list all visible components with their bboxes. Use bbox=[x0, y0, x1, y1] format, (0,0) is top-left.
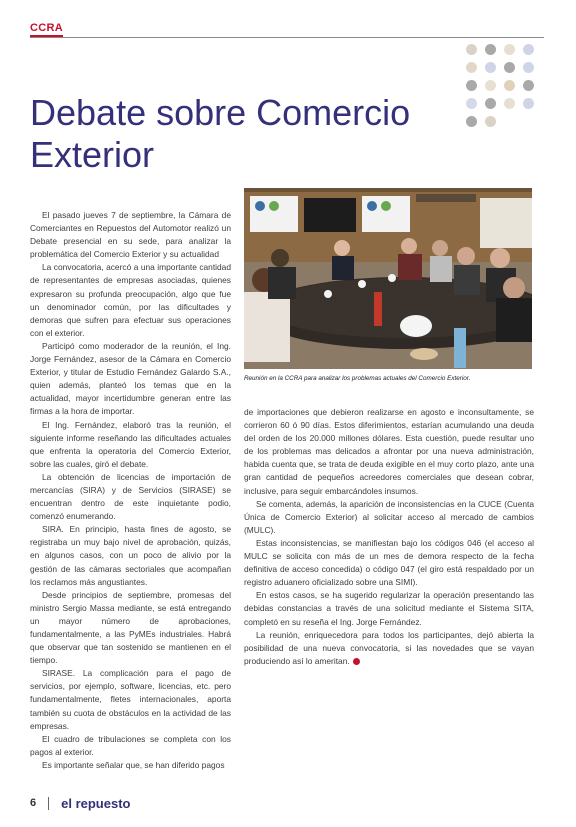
paragraph: La obtención de licencias de importación de mercancías (SIRA) y de Servicios (SIRASE) se encuentran dentro de este inquietante podio, comenzó enumerando. bbox=[30, 471, 231, 522]
paragraph: Participó como moderador de la reunión, el Ing. Jorge Fernández, asesor de la Cámara en Comercio Exterior, y titular de Estudio Fernández Galardo S.A., quien además, planteó los temas que en la actualidad, mayor incertidumbre generan entre las firmas a la hora de importar. bbox=[30, 340, 231, 417]
publication-name: el repuesto bbox=[61, 795, 131, 811]
paragraph: El cuadro de tribulaciones se completa con los pagos al exterior. bbox=[30, 733, 231, 757]
decor-dot bbox=[485, 80, 496, 91]
page-number: 6 bbox=[30, 797, 37, 809]
paragraph: El Ing. Fernández, elaboró tras la reunión, el siguiente informe reseñando las dificultades actuales que enfrenta la operatoria del Comercio Exterior, sobre las cuales, giró el debate. bbox=[30, 419, 231, 469]
decor-dot bbox=[466, 80, 477, 91]
paragraph: Desde principios de septiembre, promesas del ministro Sergio Massa mediante, se está entregando un mayor número de aprobaciones, fundamentalmente, a las PyMEs industriales. Habrá que observar que tan sostenido se mantienen en el tiempo. bbox=[30, 589, 231, 666]
meeting-photo bbox=[244, 188, 532, 369]
paragraph: SIRASE. La complicación para el pago de servicios, por ejemplo, software, licencias, etc. pero fundamentalmente, fletes internacionales, aporta también su cuota de obstáculos en la actividad de las empresas. bbox=[30, 668, 231, 731]
footer-divider bbox=[48, 797, 49, 810]
decor-dot bbox=[466, 62, 477, 73]
paragraph: Es importante señalar que, se han diferido pagos bbox=[42, 759, 225, 770]
paragraph-text: La reunión, enriquecedora para todos los participantes, dejó abierta la posibilidad de una nueva convocatoria, si las novedades que se vayan produciendo así lo ameritan. bbox=[244, 629, 534, 666]
decor-dot bbox=[523, 44, 534, 55]
section-label: CCRA bbox=[30, 22, 63, 37]
paragraph-last bbox=[244, 629, 534, 668]
article-title: Debate sobre Comercio Exterior bbox=[30, 92, 411, 175]
decor-dot bbox=[485, 62, 496, 73]
paragraph: de importaciones que debieron realizarse en agosto e inconsultamente, se corrieron 60 ó 90 días. Estos diferimientos, estarían acumulando una deuda del orden de los 20.000 millones dólares. Esta cuestión, puede resultar uno de los problemas mas delicados a afrontar por una nueva administración, habida cuenta que, se trata de deuda exigible en el muy corto plazo, ante una gran cantidad de pequeños acreedores comerciales que desean cobrar, inclusive, para seguir embarcándoles insumos. bbox=[244, 407, 534, 496]
article-column-right bbox=[244, 406, 534, 668]
meeting-photo-illustration bbox=[244, 188, 532, 369]
decorative-dots bbox=[466, 44, 546, 154]
decor-dot bbox=[466, 98, 477, 109]
decor-dot bbox=[466, 116, 477, 127]
paragraph: SIRA. En principio, hasta fines de agosto, se registraba un muy bajo nivel de aprobación, quizás, en algunos casos, con un poco de alivio por la gestión de las cámaras sectoriales que acompañan los reclamos más angustiantes. bbox=[30, 524, 231, 587]
decor-dot bbox=[485, 98, 496, 109]
paragraph: Se comenta, además, la aparición de inconsistencias en la CUCE (Cuenta Única de Comercio Exterior) al solicitar acceso al mercado de cambios (MULC). bbox=[244, 498, 534, 535]
decor-dot bbox=[485, 116, 496, 127]
paragraph: La convocatoria, acercó a una importante cantidad de representantes de empresas asociadas, quienes expresaron su profunda preocupación, algo que fue un denominador común, por las dificultades y demoras que sufren para efectuar sus operaciones con el exterior. bbox=[30, 262, 231, 338]
decor-dot bbox=[504, 44, 515, 55]
decor-dot bbox=[523, 62, 534, 73]
decor-dot bbox=[504, 98, 515, 109]
end-mark-icon bbox=[353, 658, 360, 665]
paragraph: En estos casos, se ha sugerido regularizar la operación presentando las debidas constancias a través de una solicitud mediante el Sistema SITA, completó en su reseña el Ing. Jorge Fernández. bbox=[244, 590, 534, 627]
decor-dot bbox=[523, 98, 534, 109]
section-tag bbox=[30, 22, 63, 34]
decor-dot bbox=[504, 80, 515, 91]
paragraph: El pasado jueves 7 de septiembre, la Cámara de Comerciantes en Repuestos del Automotor realizó un Debate presencial en su sede, para analizar la problemática del Comercio Exterior y su actualidad bbox=[30, 210, 231, 260]
page-footer bbox=[30, 795, 130, 811]
decor-dot bbox=[485, 44, 496, 55]
photo-caption: Reunión en la CCRA para analizar los problemas actuales del Comercio Exterior. bbox=[244, 375, 471, 382]
decor-dot bbox=[504, 62, 515, 73]
decor-dot bbox=[523, 80, 534, 91]
paragraph: Estas inconsistencias, se manifiestan bajo los códigos 046 (el acceso al MULC se solicita con más de un mes de demora respecto de la fecha definitiva de acceso concedida) o código 047 (el giro está respaldado por un registro aduanero oficializado sobre una SIMI). bbox=[244, 537, 534, 588]
header-rule bbox=[30, 37, 544, 38]
article-column-left bbox=[30, 209, 231, 772]
decor-dot bbox=[466, 44, 477, 55]
